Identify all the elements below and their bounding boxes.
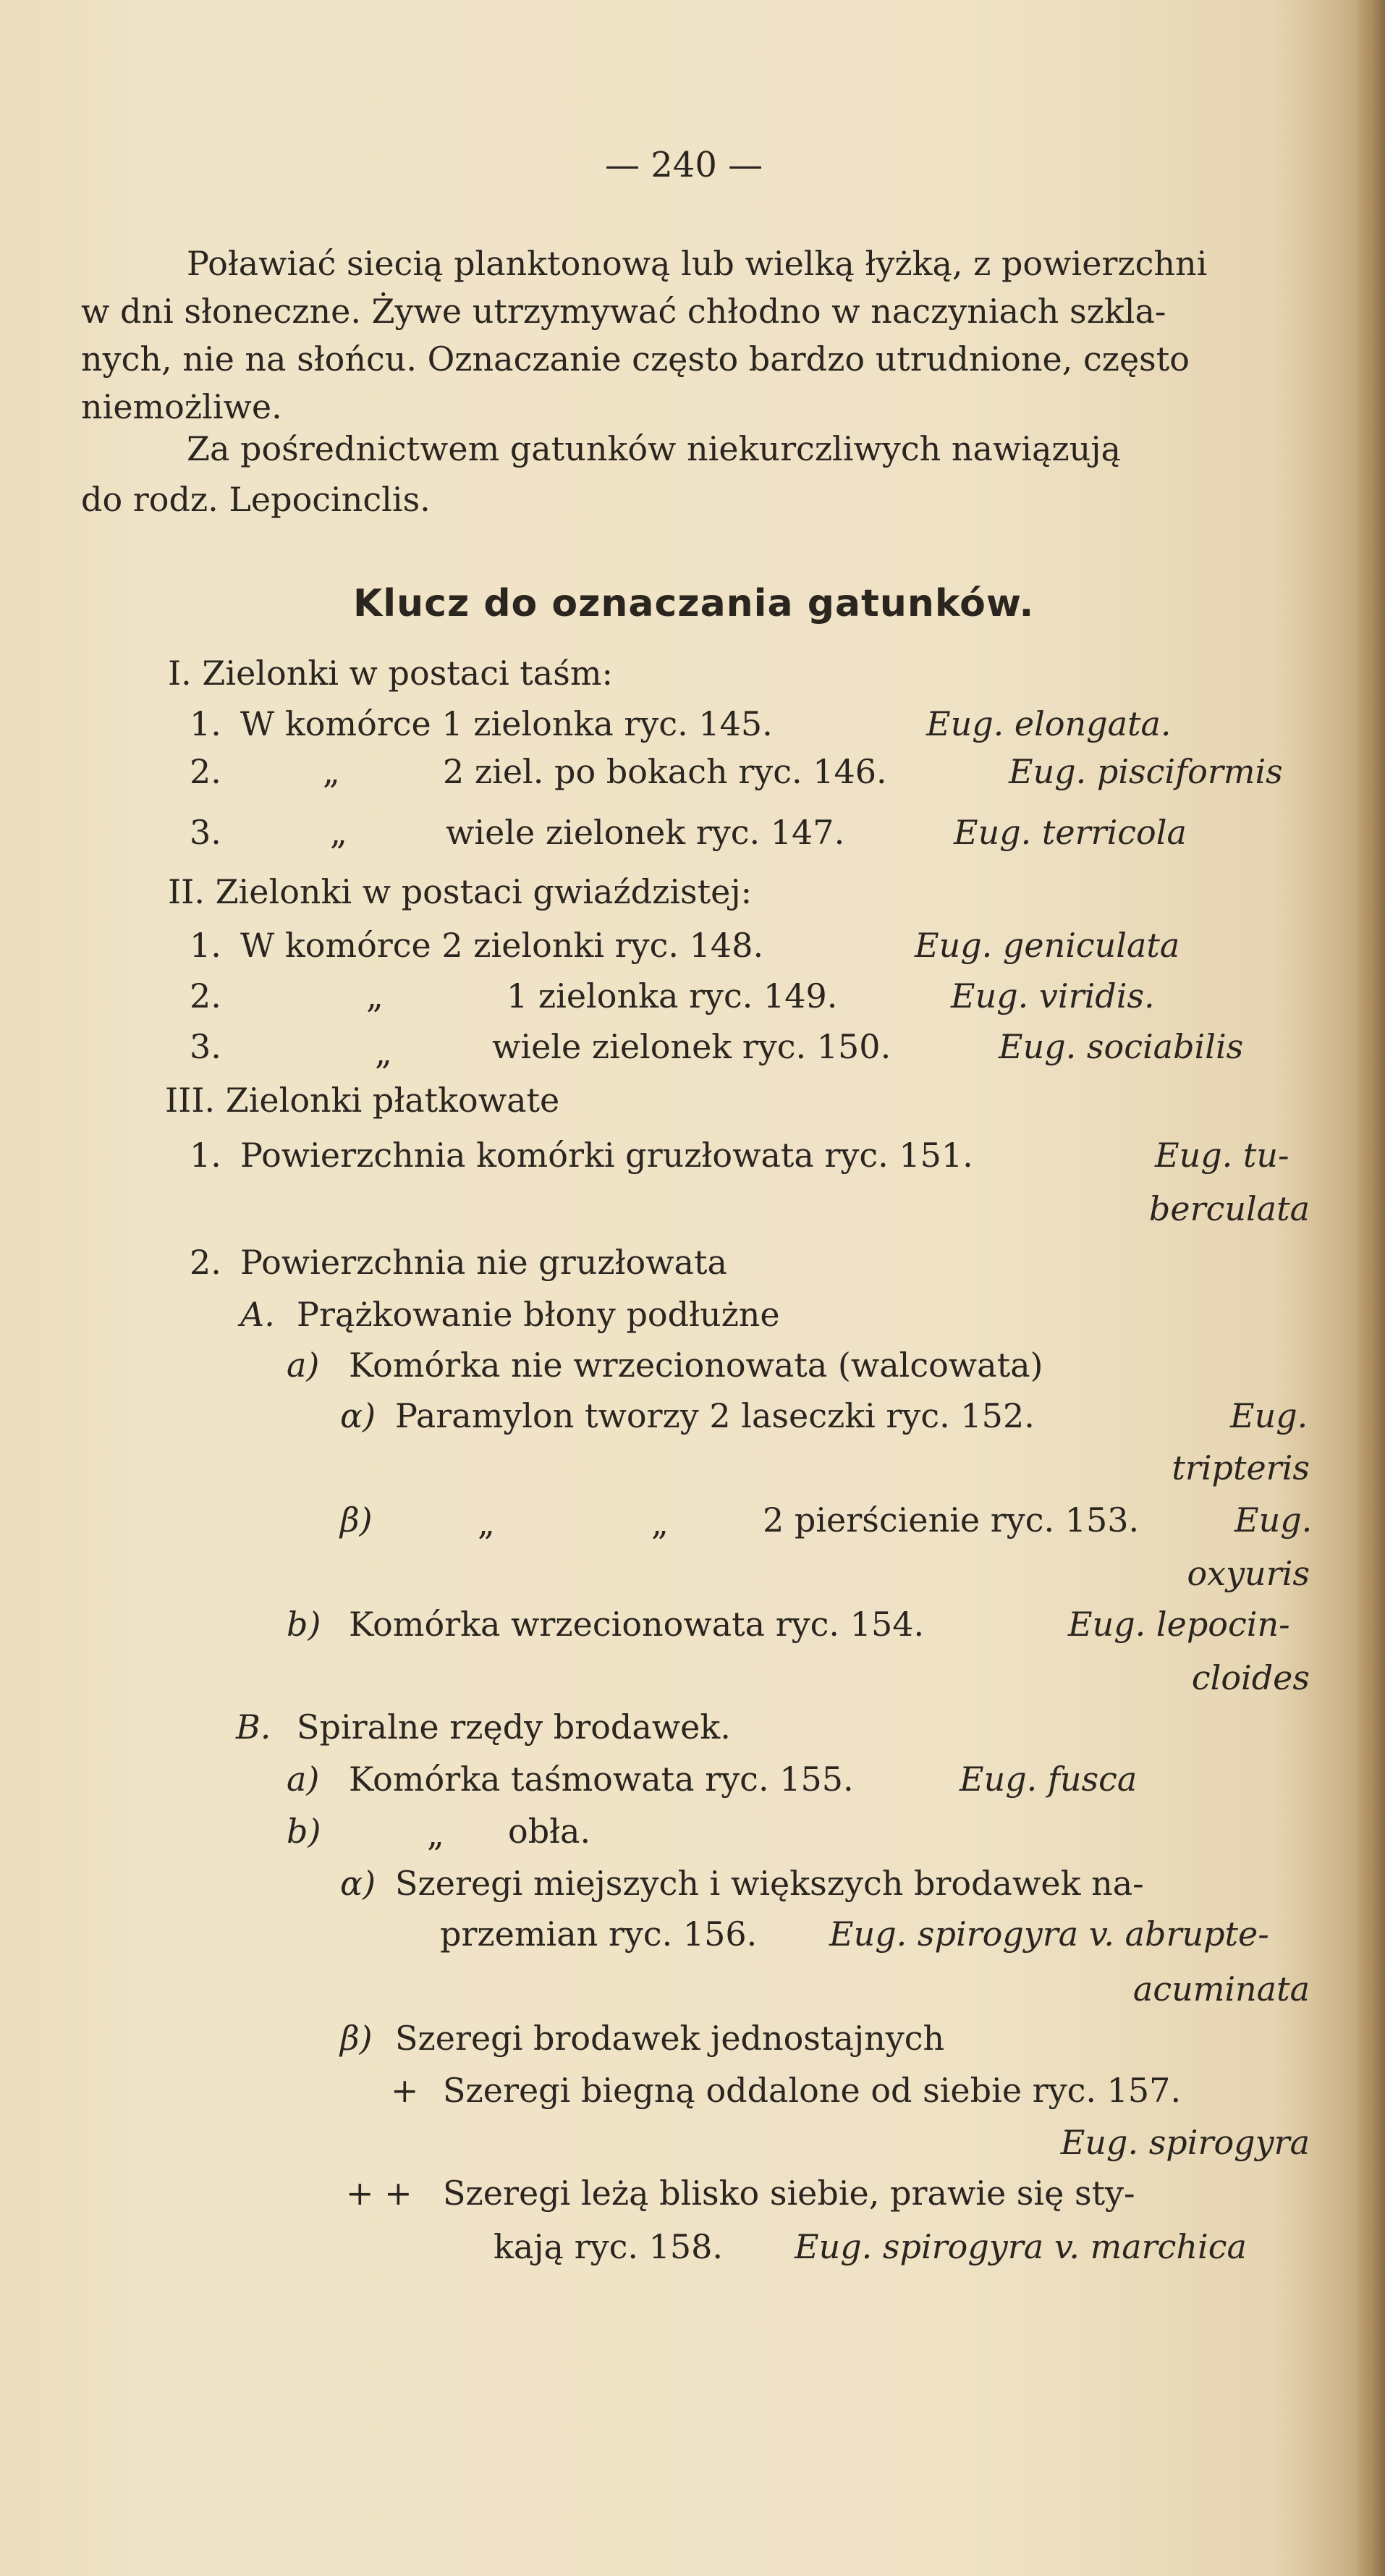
group-2-item-3-text: wiele zielonek ryc. 150.: [492, 1027, 891, 1066]
group-1-heading: I. Zielonki w postaci taśm:: [168, 654, 613, 693]
section-a-beta-species: Eug.: [1234, 1500, 1313, 1540]
group-3-item-1-species-continued: berculata: [1148, 1189, 1310, 1228]
section-b-beta-label: β): [340, 2019, 373, 2058]
section-b-beta-text: Szeregi brodawek jednostajnych: [395, 2019, 945, 2058]
section-a-label: A.: [240, 1295, 275, 1334]
page-edge-shadow: [1355, 0, 1385, 2576]
group-1-item-2-species: Eug. pisciformis: [1009, 752, 1283, 791]
group-1-item-2-ditto: „: [323, 752, 340, 791]
section-b-a-text: Komórka taśmowata ryc. 155.: [349, 1760, 854, 1799]
section-b-a-species: Eug. fusca: [960, 1760, 1138, 1799]
group-1-item-2-text: 2 ziel. po bokach ryc. 146.: [443, 752, 887, 791]
section-a-beta-species-continued: oxyuris: [1187, 1554, 1310, 1593]
group-3-heading: III. Zielonki płatkowate: [165, 1081, 560, 1120]
group-2-item-1-number: 1.: [190, 926, 221, 965]
group-1-item-2-number: 2.: [190, 752, 221, 791]
group-2-item-3-number: 3.: [190, 1027, 221, 1066]
group-2-item-2-ditto: „: [366, 976, 384, 1015]
section-a-text: Prążkowanie błony podłużne: [297, 1295, 780, 1334]
intro-line-4: niemożliwe.: [81, 387, 282, 426]
group-1-item-1-text: W komórce 1 zielonka ryc. 145.: [240, 704, 773, 743]
section-b-text: Spiralne rzędy brodawek.: [297, 1707, 731, 1747]
section-b-b-ditto: „: [427, 1815, 444, 1854]
section-b-plus-1-label: +: [391, 2071, 419, 2110]
group-3-item-1-text: Powierzchnia komórki gruzłowata ryc. 151.: [240, 1136, 973, 1175]
section-b-plus-2-species: Eug. spirogyra v. marchica: [795, 2227, 1247, 2266]
group-3-item-1-number: 1.: [190, 1136, 221, 1175]
section-b-alpha-species: Eug. spirogyra v. abrupte-: [829, 1914, 1269, 1954]
group-1-item-3-species: Eug. terricola: [954, 813, 1187, 852]
section-a-a-label: a): [287, 1346, 320, 1385]
group-1-item-1-species: Eug. elongata.: [926, 704, 1172, 743]
section-a-b-species: Eug. lepocin-: [1068, 1605, 1290, 1644]
group-2-item-3-ditto: „: [375, 1033, 392, 1072]
section-b-plus-1-text: Szeregi biegną oddalone od siebie ryc. 157.: [443, 2071, 1182, 2110]
group-2-item-2-number: 2.: [190, 976, 221, 1015]
group-1-item-3-ditto: „: [330, 813, 347, 852]
section-b-b-text: obła.: [508, 1812, 591, 1851]
group-3-item-2-number: 2.: [190, 1243, 221, 1282]
group-1-item-3-text: wiele zielonek ryc. 147.: [446, 813, 845, 852]
intro-line-2: w dni słoneczne. Żywe utrzymywać chłodno w naczyniach szkla-: [81, 292, 1166, 331]
section-a-alpha-species: Eug.: [1230, 1396, 1308, 1435]
section-b-alpha-text-2: przemian ryc. 156.: [440, 1914, 758, 1954]
section-a-b-label: b): [287, 1605, 321, 1644]
group-1-item-1-number: 1.: [190, 704, 221, 743]
key-title: Klucz do oznaczania gatunków.: [353, 582, 1035, 625]
section-a-alpha-species-continued: tripteris: [1172, 1448, 1310, 1487]
section-b-label: B.: [236, 1707, 271, 1747]
intro-line-3: nych, nie na słońcu. Oznaczanie często bardzo utrudnione, często: [81, 339, 1190, 379]
section-a-b-text: Komórka wrzecionowata ryc. 154.: [349, 1605, 925, 1644]
group-2-item-1-text: W komórce 2 zielonki ryc. 148.: [240, 926, 764, 965]
section-a-b-species-continued: cloides: [1191, 1658, 1310, 1697]
section-a-beta-label: β): [340, 1500, 373, 1540]
section-a-beta-ditto-2: „: [651, 1503, 669, 1542]
section-b-plus-2-label: + +: [346, 2174, 412, 2213]
intro-line-1: Poławiać siecią planktonową lub wielką łyżką, z powierzchni: [187, 244, 1208, 283]
section-a-alpha-label: α): [340, 1396, 376, 1435]
page-number: — 240 —: [605, 145, 763, 185]
section-a-alpha-text: Paramylon tworzy 2 laseczki ryc. 152.: [395, 1396, 1035, 1435]
section-a-a-text: Komórka nie wrzecionowata (walcowata): [349, 1346, 1043, 1385]
section-b-plus-1-species: Eug. spirogyra: [1060, 2123, 1310, 2162]
group-3-item-2-text: Powierzchnia nie gruzłowata: [240, 1243, 727, 1282]
section-b-alpha-text: Szeregi miejszych i większych brodawek na-: [395, 1864, 1144, 1903]
section-b-a-label: a): [287, 1760, 320, 1799]
group-2-item-3-species: Eug. sociabilis: [999, 1027, 1244, 1066]
section-b-b-label: b): [287, 1812, 321, 1851]
section-a-beta-ditto-1: „: [478, 1503, 495, 1542]
group-3-item-1-species: Eug. tu-: [1155, 1136, 1289, 1175]
section-b-alpha-label: α): [340, 1864, 376, 1903]
section-b-plus-2-text-2: kają ryc. 158.: [494, 2227, 724, 2266]
group-2-heading: II. Zielonki w postaci gwiaździstej:: [168, 872, 753, 911]
relation-line-2: do rodz. Lepocinclis.: [81, 480, 431, 519]
group-2-item-2-species: Eug. viridis.: [951, 976, 1155, 1015]
section-a-beta-text: 2 pierścienie ryc. 153.: [763, 1500, 1140, 1540]
group-1-item-3-number: 3.: [190, 813, 221, 852]
group-2-item-2-text: 1 zielonka ryc. 149.: [507, 976, 838, 1015]
section-b-plus-2-text: Szeregi leżą blisko siebie, prawie się sty-: [443, 2174, 1135, 2213]
section-b-alpha-species-continued: acuminata: [1132, 1969, 1310, 2009]
relation-line-1: Za pośrednictwem gatunków niekurczliwych nawiązują: [187, 429, 1121, 468]
group-2-item-1-species: Eug. geniculata: [915, 926, 1180, 965]
